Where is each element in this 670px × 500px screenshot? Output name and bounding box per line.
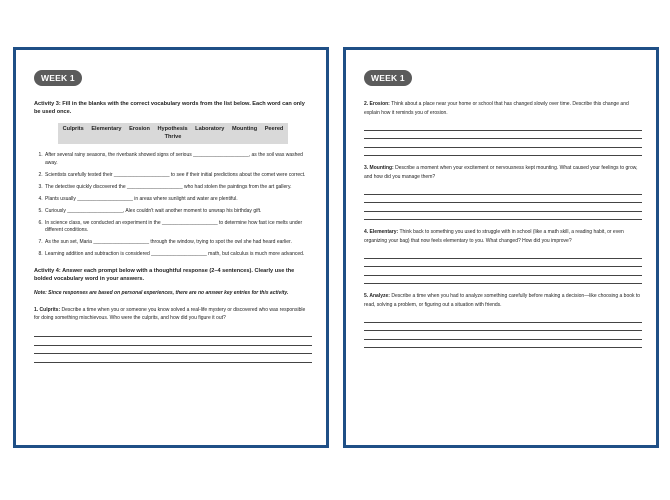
prompt-mounting (364, 164, 642, 182)
prompt-text: Describe a moment when your excitement or nervousness kept mounting. What caused your feelings to grow, and how did you manage them? (364, 165, 638, 180)
sentence-item: 7. As the sun set, Maria ____________________ through the window, trying to spot the owl she had heard earlier. (44, 239, 312, 247)
word-bank-item: Culprits (62, 125, 84, 132)
activity-3-title: Activity 3: Fill in the blanks with the correct vocabulary words from the list below. Each word can only be used once. (34, 101, 305, 116)
answer-line[interactable] (364, 139, 642, 148)
prompt-erosion (364, 100, 642, 118)
prompt-analyze (364, 292, 642, 310)
answer-line[interactable] (34, 354, 312, 363)
word-bank-item: Erosion (129, 125, 150, 132)
prompt-elementary (364, 228, 642, 246)
worksheet-page-left (13, 47, 329, 448)
answer-line[interactable] (364, 148, 642, 157)
answer-line[interactable] (364, 122, 642, 131)
answer-line[interactable] (364, 314, 642, 323)
answer-line[interactable] (364, 259, 642, 268)
fill-in-sentence-list (34, 152, 312, 259)
answer-line[interactable] (364, 340, 642, 349)
page-content (364, 100, 642, 356)
prompt-block-erosion (364, 100, 642, 156)
word-bank-item: Mounting (231, 125, 258, 132)
answer-line[interactable] (364, 323, 642, 332)
sentence-item: 8. Learning addition and subtraction is considered ____________________ math, but calculus is much more advanced. (44, 251, 312, 259)
prompt-block-analyze (364, 292, 642, 348)
prompt-text: Describe a time when you had to analyze something carefully before making a decision—like choosing a book to read, solving a problem, or figuring out a situation with friends. (364, 293, 641, 308)
prompt-word: 5. Analyze: (364, 293, 390, 299)
sentence-item: 1. After several rainy seasons, the riverbank showed signs of serious ____________________, as the soil was washed away. (44, 152, 312, 168)
answer-lines (364, 122, 642, 156)
word-bank-item: Laboratory (195, 125, 225, 132)
prompt-culprits (34, 307, 312, 323)
prompt-text: Think about a place near your home or school that has changed slowly over time. Describe this change and explain how it reminds you of erosion. (364, 101, 629, 116)
prompt-block-mounting (364, 164, 642, 220)
word-bank-item: Thrive (164, 134, 182, 141)
answer-line[interactable] (34, 346, 312, 355)
sentence-item: 4. Plants usually ____________________ in areas where sunlight and water are plentiful. (44, 196, 312, 204)
answer-lines (34, 329, 312, 363)
answer-line[interactable] (34, 329, 312, 338)
answer-line[interactable] (364, 186, 642, 195)
answer-line[interactable] (364, 267, 642, 276)
activity-4-title: Activity 4: Answer each prompt below with a thoughtful response (2–4 sentences). Clearly use the bolded vocabulary word in your answers. (34, 267, 295, 283)
answer-line[interactable] (364, 276, 642, 285)
answer-line[interactable] (364, 212, 642, 221)
word-bank-item: Elementary (91, 125, 122, 132)
prompt-word: 2. Erosion: (364, 101, 390, 107)
answer-line[interactable] (364, 131, 642, 140)
prompt-word: 4. Elementary: (364, 229, 399, 235)
prompt-text: Describe a time when you or someone you know solved a real-life mystery or discovered who was responsible for doing something mischievous. Who were the culprits, and how did you figure it out? (34, 307, 306, 322)
week-badge: WEEK 1 (364, 70, 412, 86)
word-bank (58, 123, 288, 144)
activity-4-note: Note: Since responses are based on personal experiences, there are no answer key entries for this activity. (34, 289, 289, 296)
page-content (34, 100, 312, 363)
answer-lines (364, 250, 642, 284)
prompt-text: Think back to something you used to struggle with in school (like a math skill, a reading habit, or even organizing your bag) that now feels elementary to you. What changed? How did you improve? (364, 229, 624, 244)
word-bank-item: Peered (264, 125, 284, 132)
word-bank-item: Hypothesis (157, 125, 188, 132)
prompt-word: 1. Culprits: (34, 307, 61, 314)
answer-line[interactable] (34, 337, 312, 346)
answer-line[interactable] (364, 250, 642, 259)
sentence-item: 3. The detective quickly discovered the ____________________ who had stolen the paintings from the art gallery. (44, 184, 312, 192)
answer-line[interactable] (364, 203, 642, 212)
prompt-block-elementary (364, 228, 642, 284)
answer-line[interactable] (364, 195, 642, 204)
sentence-item: 5. Curiously ____________________, Alex couldn't wait another moment to unwrap his birthday gift. (44, 208, 312, 216)
answer-lines (364, 186, 642, 220)
worksheet-page-right (343, 47, 659, 448)
week-badge: WEEK 1 (34, 70, 82, 86)
prompt-word: 3. Mounting: (364, 165, 394, 171)
sentence-item: 6. In science class, we conducted an experiment in the ____________________ to determine how fast ice melts under different conditions. (44, 220, 312, 236)
sentence-item: 2. Scientists carefully tested their ____________________ to see if their initial predictions about the comet were correct. (44, 172, 312, 180)
answer-line[interactable] (364, 331, 642, 340)
answer-lines (364, 314, 642, 348)
